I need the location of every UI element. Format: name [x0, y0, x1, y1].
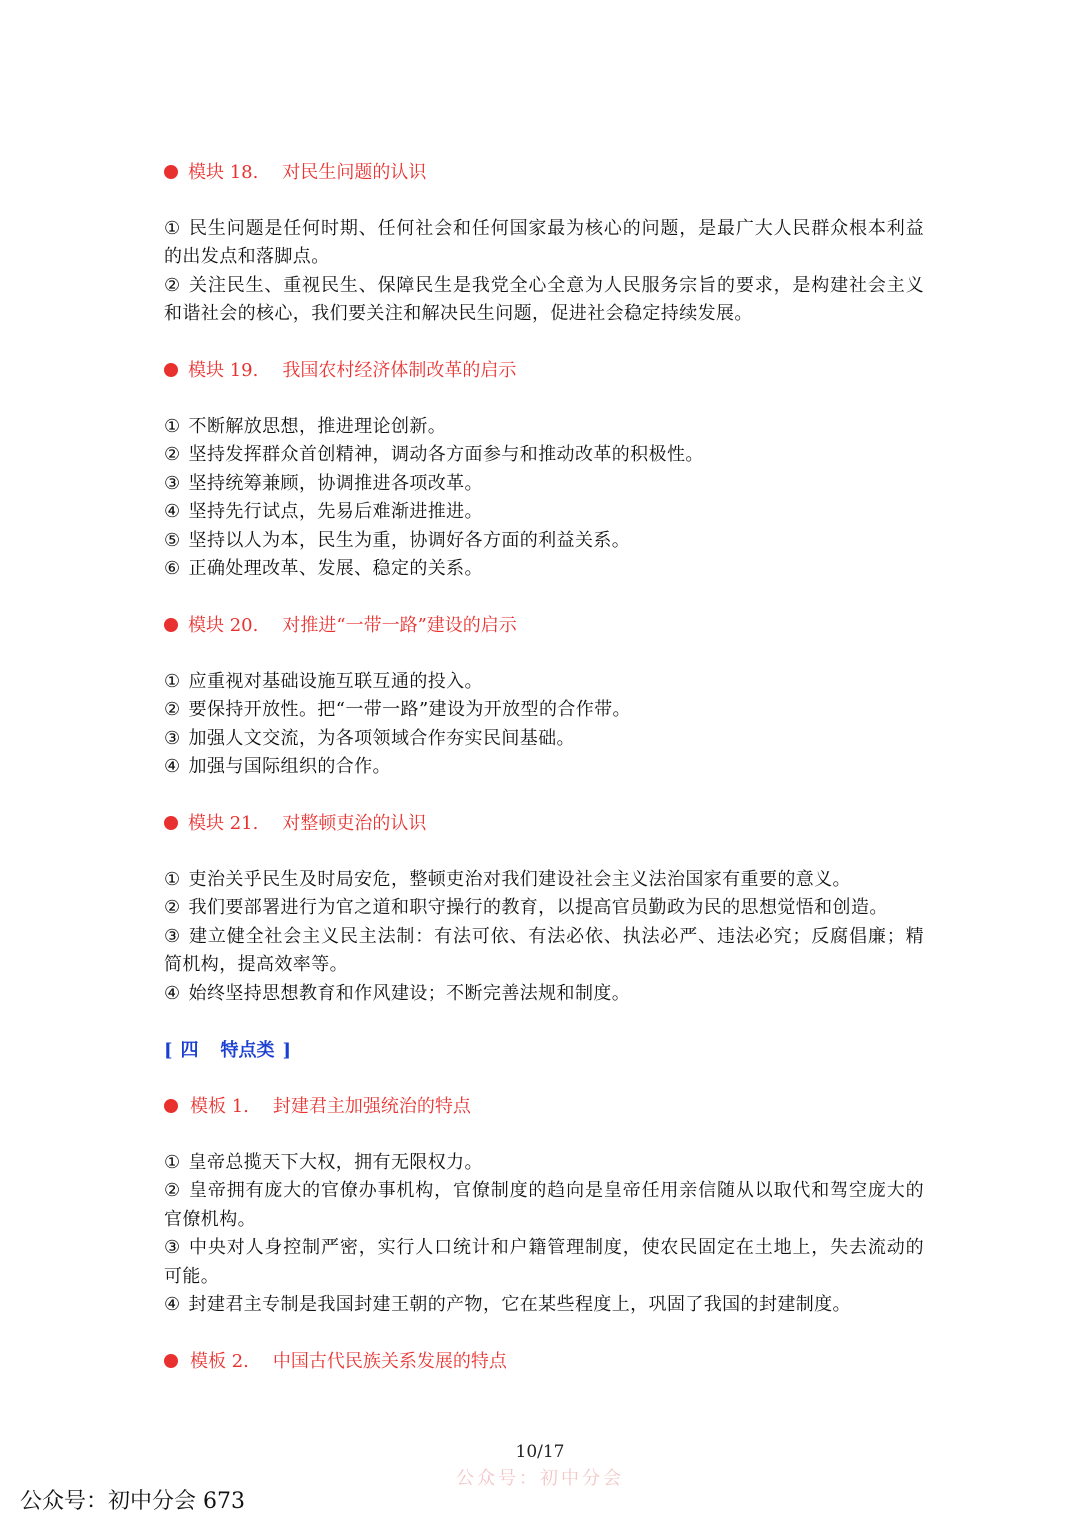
module-heading: 模块 21. 对整顿吏治的认识 — [164, 809, 924, 839]
list-item: ① 吏治关乎民生及时局安危，整顿吏治对我们建设社会主义法治国家有重要的意义。 — [164, 869, 851, 890]
watermark: 公众号：初中分会 — [456, 1468, 624, 1489]
heading-marker: 模块 — [188, 162, 224, 183]
template-heading: 模板 1. 封建君主加强统治的特点 — [164, 1092, 924, 1122]
module-21 — [164, 809, 924, 839]
list-item: ⑥ 正确处理改革、发展、稳定的关系。 — [164, 558, 483, 580]
module-20-items — [164, 668, 924, 782]
list-item: ② 皇帝拥有庞大的官僚办事机构，官僚制度的趋向是皇帝任用亲信随从以取代和驾空庞大的官僚机构。 — [164, 1180, 924, 1230]
template-2 — [164, 1347, 924, 1377]
module-18 — [164, 158, 924, 188]
list-item: ① 不断解放思想，推进理论创新。 — [164, 416, 447, 437]
module-20 — [164, 611, 924, 641]
list-item: ③ 中央对人身控制严密，实行人口统计和户籍管理制度，使农民固定在土地上，失去流动的可能。 — [164, 1237, 924, 1287]
bullet-dot-icon — [164, 618, 178, 632]
bracket-open: [ — [164, 1040, 173, 1061]
module-heading — [164, 158, 924, 188]
module-heading: 模块 20. 对推进“一带一路”建设的启示 — [164, 611, 924, 641]
list-item: ④ 加强与国际组织的合作。 — [164, 756, 391, 778]
bullet-dot-icon — [164, 1354, 178, 1368]
footer-label: 公众号：初中分会 673 — [20, 1489, 245, 1514]
list-item: ③ 坚持统筹兼顾，协调推进各项改革。 — [164, 472, 483, 494]
template-1 — [164, 1092, 924, 1122]
heading-number: 18. — [229, 162, 259, 183]
bracket-close: ] — [282, 1040, 292, 1061]
heading-title: 对民生问题的认识 — [282, 162, 427, 183]
page-number: 10/17 — [515, 1442, 565, 1462]
bullet-dot-icon — [164, 363, 178, 377]
section-title: 特点类 — [220, 1040, 275, 1061]
module-21-items — [164, 866, 924, 1008]
module-19-items — [164, 413, 924, 583]
bullet-dot-icon — [164, 816, 178, 830]
list-item: ② 关注民生、重视民生、保障民生是我党全心全意为人民服务宗旨的要求，是构建社会主义和谐社会的核心，我们要关注和解决民生问题，促进社会稳定持续发展。 — [164, 274, 924, 325]
list-item: ① 民生问题是任何时期、任何社会和任何国家最为核心的问题，是最广大人民群众根本利益的出发点和落脚点。 — [164, 218, 924, 268]
section-number: 四 — [180, 1040, 199, 1061]
list-item: ① 应重视对基础设施互联互通的投入。 — [164, 671, 483, 692]
list-item: ⑤ 坚持以人为本，民生为重，协调好各方面的利益关系。 — [164, 529, 631, 551]
list-item: ③ 加强人文交流，为各项领域合作夯实民间基础。 — [164, 727, 575, 749]
list-item: ① 皇帝总揽天下大权，拥有无限权力。 — [164, 1152, 483, 1173]
list-item: ② 我们要部署进行为官之道和职守操行的教育，以提高官员勤政为民的思想觉悟和创造。 — [164, 897, 888, 919]
list-item: ② 坚持发挥群众首创精神，调动各方面参与和推动改革的积极性。 — [164, 444, 704, 466]
list-item: ④ 始终坚持思想教育和作风建设；不断完善法规和制度。 — [164, 982, 631, 1004]
section-heading — [164, 1036, 924, 1066]
list-item: ④ 封建君主专制是我国封建王朝的产物，它在某些程度上，巩固了我国的封建制度。 — [164, 1294, 851, 1316]
module-heading: 模块 19. 我国农村经济体制改革的启示 — [164, 356, 924, 386]
bullet-dot-icon — [164, 165, 178, 179]
template-1-items — [164, 1149, 924, 1319]
list-item: ③ 建立健全社会主义民主法制：有法可依、有法必依、执法必严、违法必究；反腐倡廉；精简机构，提高效率等。 — [164, 925, 924, 976]
list-item: ④ 坚持先行试点，先易后难渐进推进。 — [164, 501, 483, 523]
list-item: ② 要保持开放性。把“一带一路”建设为开放型的合作带。 — [164, 699, 631, 721]
module-19 — [164, 356, 924, 386]
bullet-dot-icon — [164, 1099, 178, 1113]
module-18-items — [164, 215, 924, 329]
template-heading: 模板 2. 中国古代民族关系发展的特点 — [164, 1347, 924, 1377]
